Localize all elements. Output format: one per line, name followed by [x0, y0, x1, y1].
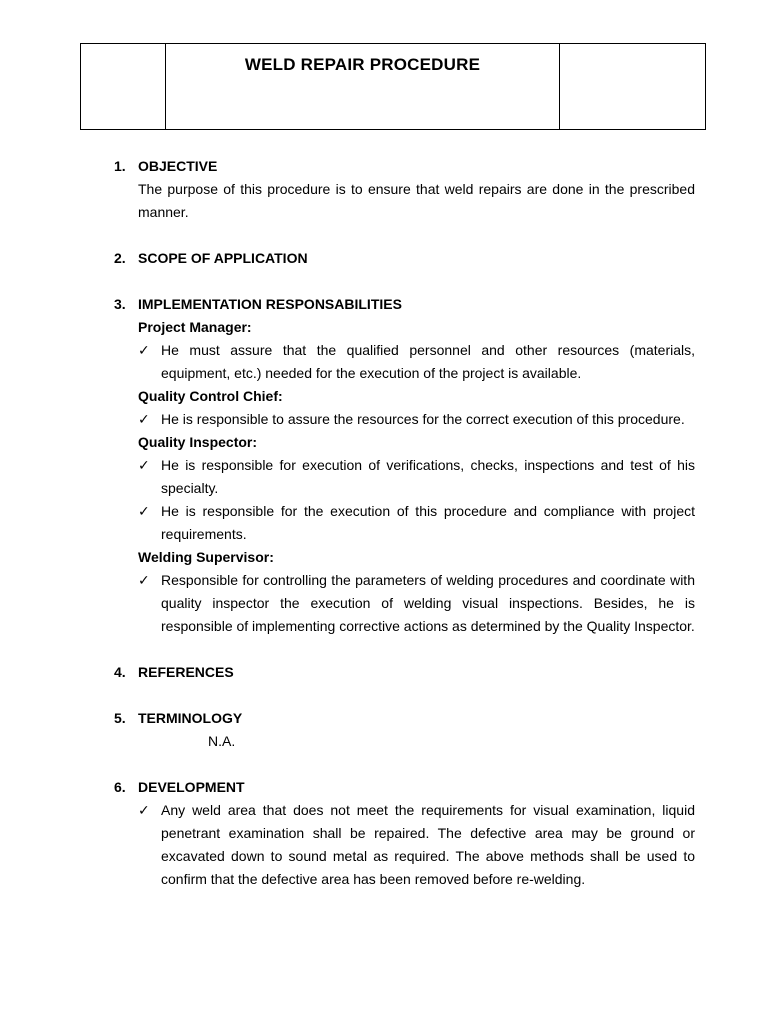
- list-item-text: Any weld area that does not meet the requirements for visual examination, liquid penetrant examination shall be repaired. The defective area may be ground or excavated down to sound metal as required. The above methods shall be used to confirm that the defective area has been removed before re-welding.: [161, 802, 695, 887]
- list-item-text: Responsible for controlling the parameters of welding procedures and coordinate with quality inspector the execution of welding visual inspections. Besides, he is responsible of implementing corrective actions as determined by the Quality Inspector.: [161, 572, 695, 634]
- section-title: OBJECTIVE: [138, 158, 218, 174]
- section-number: 3.: [114, 296, 126, 312]
- objective-text: The purpose of this procedure is to ensure that weld repairs are done in the prescribed manner.: [138, 181, 695, 220]
- section-title: TERMINOLOGY: [138, 710, 243, 726]
- list-item: [138, 569, 695, 638]
- header-info-cell: [560, 44, 705, 129]
- checkmark-icon: ✓: [138, 503, 150, 519]
- checkmark-icon: ✓: [138, 411, 150, 427]
- role-title-project-manager: Project Manager:: [138, 319, 252, 335]
- checkmark-icon: ✓: [138, 342, 150, 358]
- section-terminology: [114, 707, 695, 753]
- list-item-text: He is responsible for execution of verifications, checks, inspections and test of his specialty.: [161, 457, 695, 496]
- role-title-welding-supervisor: Welding Supervisor:: [138, 549, 274, 565]
- list-item-text: He is responsible to assure the resources for the correct execution of this procedure.: [161, 411, 685, 427]
- section-number: 1.: [114, 158, 126, 174]
- section-title: SCOPE OF APPLICATION: [138, 250, 308, 266]
- terminology-text: N.A.: [208, 733, 236, 749]
- section-number: 5.: [114, 710, 126, 726]
- section-title: REFERENCES: [138, 664, 234, 680]
- section-heading: [114, 293, 695, 316]
- section-number: 2.: [114, 250, 126, 266]
- checkmark-icon: ✓: [138, 457, 150, 473]
- section-responsibilities: [114, 293, 695, 638]
- document-title: WELD REPAIR PROCEDURE: [166, 44, 560, 129]
- list-item: [138, 408, 695, 431]
- list-item-text: He is responsible for the execution of this procedure and compliance with project requirements.: [161, 503, 695, 542]
- section-heading: [114, 247, 695, 270]
- list-item: [138, 339, 695, 385]
- section-heading: [114, 776, 695, 799]
- checkmark-icon: ✓: [138, 802, 150, 818]
- section-references: [114, 661, 695, 684]
- section-heading: [114, 661, 695, 684]
- section-title: IMPLEMENTATION RESPONSABILITIES: [138, 296, 402, 312]
- section-development: [114, 776, 695, 891]
- list-item: [138, 500, 695, 546]
- section-heading: [114, 707, 695, 730]
- header-logo-cell: [81, 44, 166, 129]
- list-item: [138, 799, 695, 891]
- document-body: [114, 155, 695, 914]
- document-header-table: [80, 43, 706, 130]
- section-number: 6.: [114, 779, 126, 795]
- checkmark-icon: ✓: [138, 572, 150, 588]
- section-heading: [114, 155, 695, 178]
- role-title-quality-control-chief: Quality Control Chief:: [138, 388, 283, 404]
- section-number: 4.: [114, 664, 126, 680]
- section-scope: [114, 247, 695, 270]
- list-item-text: He must assure that the qualified personnel and other resources (materials, equipment, etc.) needed for the execution of the project is available.: [161, 342, 695, 381]
- section-title: DEVELOPMENT: [138, 779, 245, 795]
- list-item: [138, 454, 695, 500]
- section-objective: [114, 155, 695, 224]
- role-title-quality-inspector: Quality Inspector:: [138, 434, 258, 450]
